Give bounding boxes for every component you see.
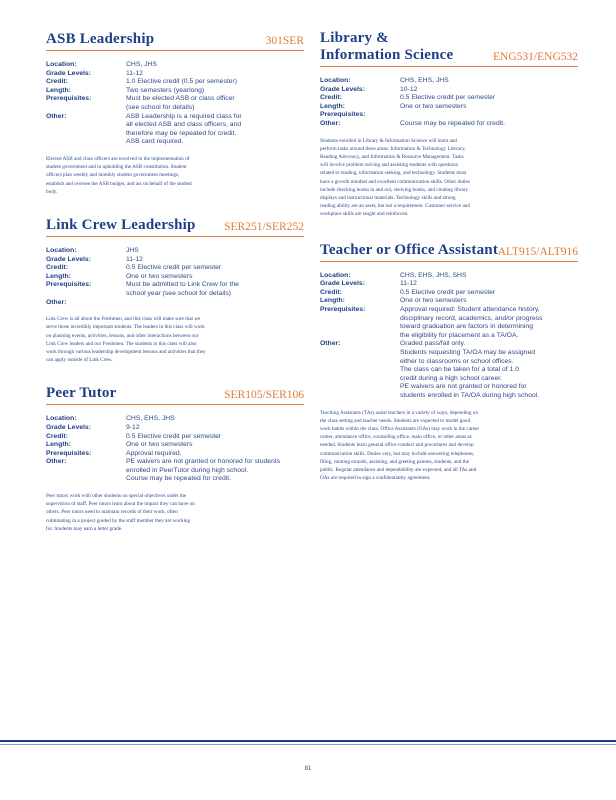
other-label: Other: bbox=[46, 458, 67, 466]
course-title: Library & Information Science bbox=[320, 30, 454, 63]
other-value: Course may be repeated for credit. bbox=[400, 119, 506, 127]
location-value: CHS, JHS bbox=[126, 61, 157, 68]
credit-value: 0.5 Elective credit per semester bbox=[126, 264, 222, 272]
other-value: PE waivers are not granted or honored for students enrolled in PeerTutor during high school. Course may be repeated for credit. bbox=[126, 458, 281, 483]
course-header bbox=[46, 216, 304, 237]
course-info bbox=[320, 77, 578, 129]
credit-value: 1.0 Elective credit (0.5 per semester) bbox=[126, 78, 238, 86]
credit-label: Credit: bbox=[46, 264, 68, 272]
length-label: Length: bbox=[46, 272, 71, 280]
other-value bbox=[126, 299, 304, 308]
other-label: Other: bbox=[46, 112, 67, 120]
credit-value: 0.5 Elective credit per semester bbox=[126, 432, 222, 440]
prerequisites-label: Prerequisites: bbox=[46, 449, 92, 457]
length-value: One or two semesters bbox=[126, 272, 193, 280]
other-label: Other: bbox=[320, 119, 341, 127]
length-label: Length: bbox=[320, 297, 345, 305]
course-link-crew-leadership bbox=[46, 216, 304, 364]
course-header bbox=[320, 30, 578, 67]
course-title: Peer Tutor bbox=[46, 385, 117, 402]
credit-label: Credit: bbox=[320, 288, 342, 296]
location-value: CHS, EHS, JHS bbox=[400, 77, 449, 84]
course-title: ASB Leadership bbox=[46, 31, 155, 47]
course-info bbox=[46, 61, 304, 147]
credit-label: Credit: bbox=[320, 94, 342, 102]
length-label: Length: bbox=[320, 102, 345, 110]
course-code: SER105/SER106 bbox=[224, 389, 304, 402]
course-description: Peer tutors work with other students on special objectives under the supervision of staff. Peer tutors learn about the impact they can have on others. Peer tutors need to maintain records of their work, often culminating in a project guided by the staff member they are working for. Students may earn a letter grade. bbox=[46, 493, 195, 532]
course-description: Elected ASB and class officers are involved in the implementation of student government and in upholding the ASB constitution. Student officers plan weekly and monthly student government meetings, establish and oversee the ASB budget, and act on behalf of the student body. bbox=[46, 155, 192, 195]
course-title: Teacher or Office Assistant bbox=[320, 241, 499, 258]
grade-levels-label: Grade Levels: bbox=[320, 85, 365, 93]
prerequisites-value: Approval required: Student attendance history, disciplinary record, academics, and/or progress toward graduation are factors in determining the eligibility for placement as a TA/OA. bbox=[400, 305, 543, 339]
course-header bbox=[320, 241, 578, 262]
prerequisites-label: Prerequisites: bbox=[320, 305, 366, 313]
location-label: Location: bbox=[46, 415, 77, 423]
location-label: Location: bbox=[46, 246, 77, 254]
prerequisites-value bbox=[400, 111, 578, 120]
course-asb-leadership bbox=[46, 30, 304, 196]
footer-rule-thin bbox=[0, 744, 616, 745]
length-value: One or two semesters bbox=[400, 297, 467, 305]
credit-label: Credit: bbox=[46, 78, 68, 86]
prerequisites-value: Must be elected ASB or class officer (see school for details) bbox=[126, 95, 235, 111]
other-value: ASB Leadership is a required class for all elected ASB and class officers, and therefore may be repeated for credit. ASB card required. bbox=[126, 112, 242, 146]
footer-rule bbox=[0, 740, 616, 742]
course-header bbox=[46, 30, 304, 51]
other-label: Other: bbox=[320, 340, 341, 348]
course-info bbox=[46, 247, 304, 307]
right-column bbox=[320, 30, 578, 482]
length-value: Two semesters (yearlong) bbox=[126, 86, 205, 94]
course-header bbox=[46, 384, 304, 405]
prerequisites-label: Prerequisites: bbox=[320, 111, 366, 119]
location-value: CHS, EHS, JHS, SHS bbox=[400, 271, 467, 279]
grade-levels-value: 11-12 bbox=[400, 280, 417, 288]
course-description: Link Crew is all about the Freshmen, and this class will make sure that we serve those incredibly important students. The leaders in this class will work on planning events, activities, lessons, and other interactions between our Link Crew leaders and our Freshmen. The students in this class will also work through various leadership development lessons and activities that they can apply outside of Link Crew. bbox=[46, 316, 206, 364]
grade-levels-label: Grade Levels: bbox=[46, 255, 91, 263]
location-label: Location: bbox=[46, 61, 77, 68]
prerequisites-value: Approval required. bbox=[126, 449, 182, 457]
length-label: Length: bbox=[46, 86, 71, 94]
course-code: ENG531/ENG532 bbox=[493, 51, 578, 63]
credit-value: 0.5 Elective credit per semester bbox=[400, 288, 496, 296]
grade-levels-value: 10-12 bbox=[400, 85, 418, 93]
course-description: Teaching Assistants (TAs) assist teachers in a variety of ways, depending on the class setting and teacher needs. Students are expected to model good work habits within the class. Office Assistants (OAs) may work in the career center, attendance office, counseling office, main office, or other areas as needed. Students learn general office conduct and procedures and develop communication skills. Duties vary, but may include answering telephones, filing, running errands, assisting, and greeting parents, students, and the public. Regular attendance and dependability are expected, and all TAs and OAs are required to sign a confidentiality agreement. bbox=[320, 409, 480, 482]
prerequisites-label: Prerequisites: bbox=[46, 281, 92, 289]
grade-levels-value: 11-12 bbox=[126, 255, 143, 263]
credit-label: Credit: bbox=[46, 432, 68, 440]
course-info bbox=[46, 415, 304, 484]
location-label: Location: bbox=[320, 77, 351, 84]
course-peer-tutor bbox=[46, 384, 304, 533]
course-code: ALT915/ALT916 bbox=[497, 245, 578, 258]
course-title: Link Crew Leadership bbox=[46, 216, 196, 233]
course-code: SER251/SER252 bbox=[224, 220, 304, 233]
course-library-information-science bbox=[320, 30, 578, 219]
grade-levels-label: Grade Levels: bbox=[320, 280, 365, 288]
other-value: Graded pass/fail only. Students requesting TA/OA may be assigned either to classrooms or school offices. The class can be taken for a total of 1.0 credit during a high school career. PE waivers are not granted or honored for students enrolled in TA/OA during high school. bbox=[400, 340, 540, 399]
course-info bbox=[320, 272, 578, 401]
credit-value: 0.5 Elective credit per semester bbox=[400, 94, 496, 102]
length-value: One or two semesters bbox=[126, 441, 193, 449]
course-description: Students enrolled in Library & Information Science will learn and perform tasks around three areas: Information & Technology Literacy, Reading Advocacy, and Information & Resource Management. Tasks will involve problem solving and assisting students with questions related to reading, information seeking, and technology. Students must have a growth mindset and excellent communication skills. Other duties include checking books in and out, shelving books, and creating library displays and instructional materials. Technology skills and strong reading ability are an asset, but not a requirement. Customer service and workplace skills are taught and reinforced. bbox=[320, 137, 470, 218]
other-label: Other: bbox=[46, 298, 67, 306]
left-column bbox=[46, 30, 304, 533]
length-label: Length: bbox=[46, 441, 71, 449]
length-value: One or two semesters bbox=[400, 102, 467, 110]
grade-levels-label: Grade Levels: bbox=[46, 423, 91, 431]
prerequisites-value: Must be admitted to Link Crew for the school year (see school for details) bbox=[126, 281, 239, 297]
location-value: CHS, EHS, JHS bbox=[126, 415, 175, 423]
grade-levels-label: Grade Levels: bbox=[46, 69, 91, 77]
location-label: Location: bbox=[320, 271, 351, 279]
grade-levels-value: 9-12 bbox=[126, 423, 140, 431]
location-value: JHS bbox=[126, 246, 139, 254]
course-code: 301SER bbox=[265, 35, 304, 47]
course-teacher-office-assistant bbox=[320, 241, 578, 483]
page-number: 81 bbox=[304, 766, 312, 772]
grade-levels-value: 11-12 bbox=[126, 69, 143, 77]
prerequisites-label: Prerequisites: bbox=[46, 95, 92, 103]
